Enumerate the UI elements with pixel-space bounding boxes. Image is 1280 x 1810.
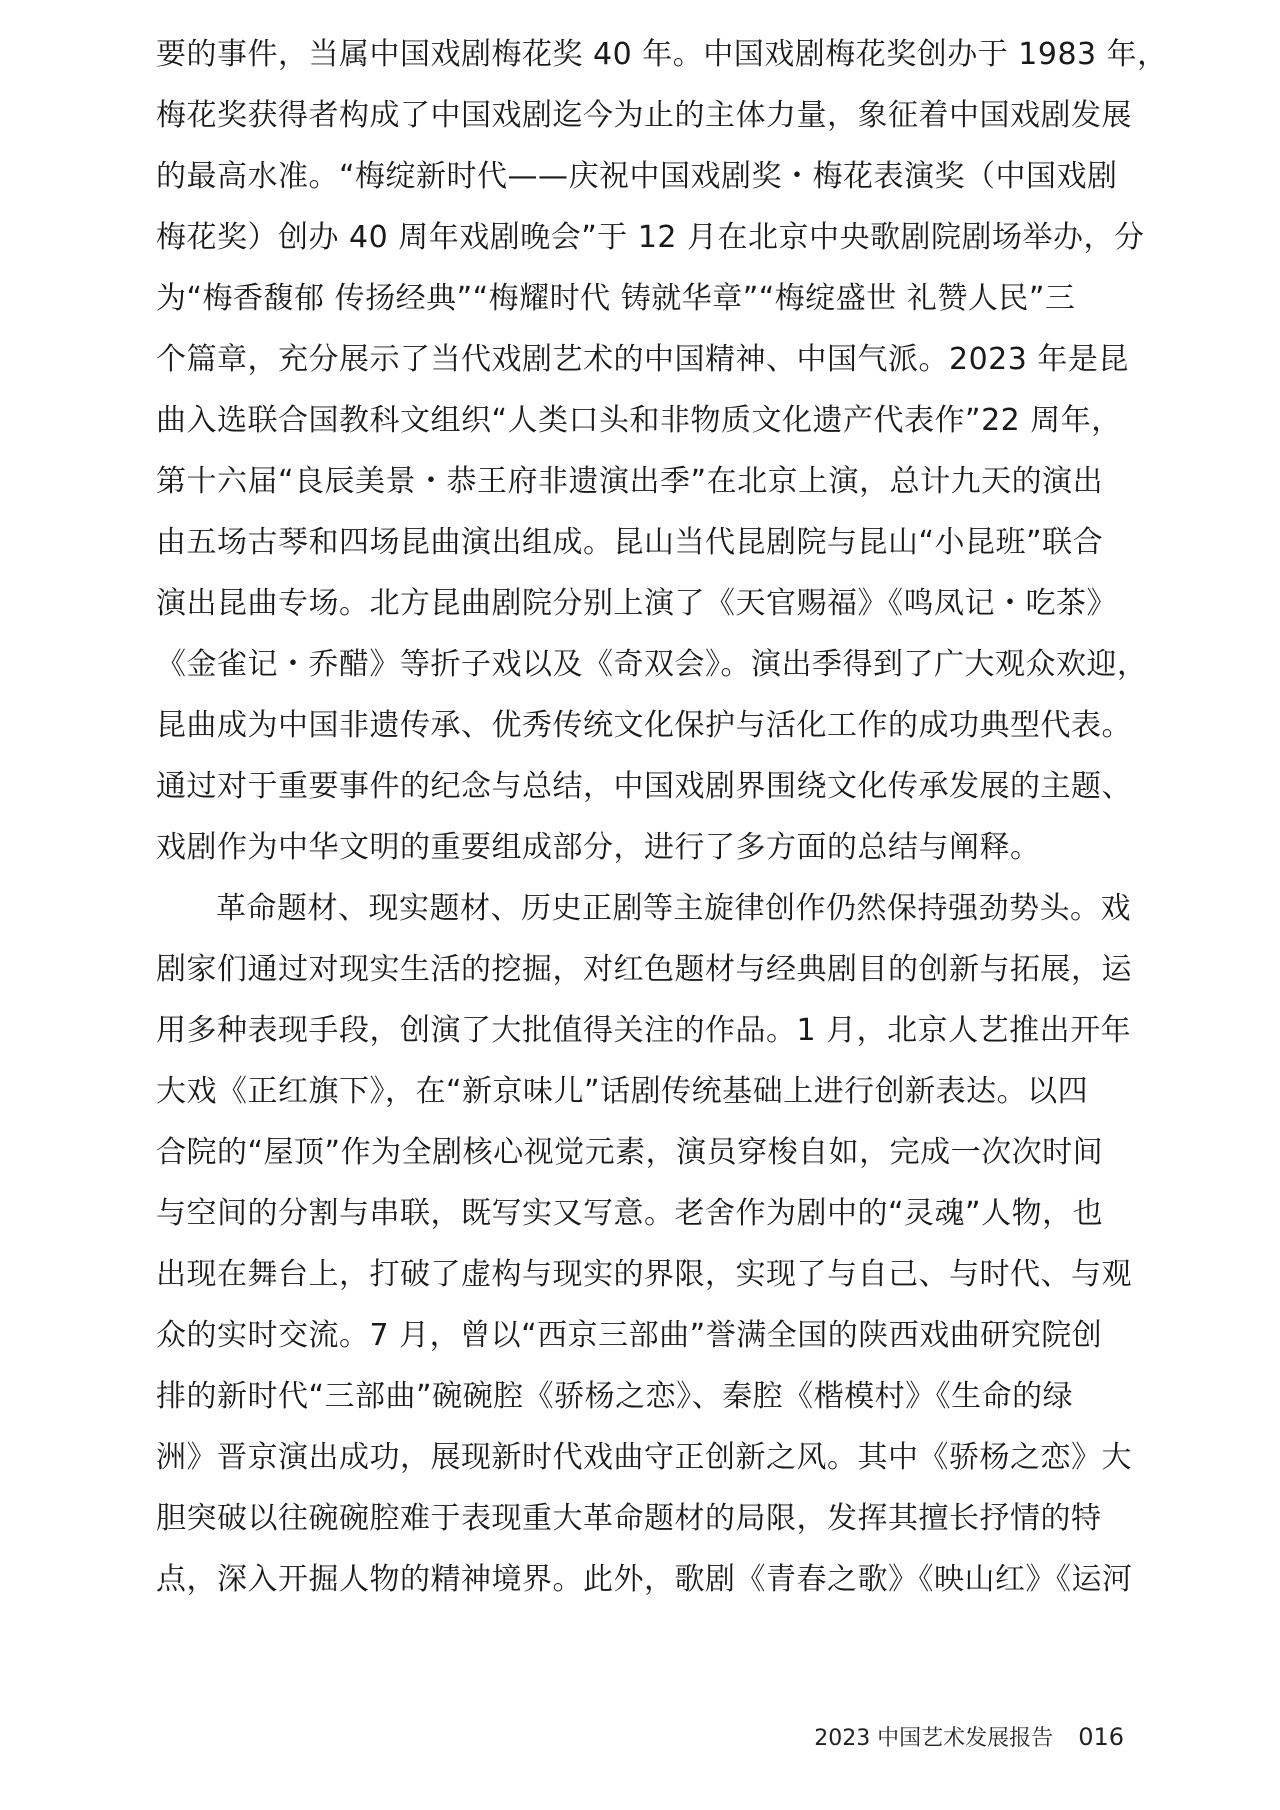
paragraph-2 xyxy=(156,878,1133,1610)
text-line: 点，深入开掘人物的精神境界。此外，歌剧《青春之歌》《映山红》《运河 xyxy=(156,1562,1133,1597)
text-line: 戏剧作为中华文明的重要组成部分，进行了多方面的总结与阐释。 xyxy=(156,830,1041,865)
text-line: 由五场古琴和四场昆曲演出组成。昆山当代昆剧院与昆山“小昆班”联合 xyxy=(156,525,1104,560)
text-line: 梅花奖获得者构成了中国戏剧迄今为止的主体力量，象征着中国戏剧发展 xyxy=(156,98,1132,133)
text-line: 排的新时代“三部曲”碗碗腔《骄杨之恋》、秦腔《楷模村》《生命的绿 xyxy=(156,1379,1074,1414)
text-line: 用多种表现手段，创演了大批值得关注的作品。1 月，北京人艺推出开年 xyxy=(156,1013,1132,1048)
text-line: 出现在舞台上，打破了虚构与现实的界限，实现了与自己、与时代、与观 xyxy=(156,1257,1132,1292)
text-line: 革命题材、现实题材、历史正剧等主旋律创作仍然保持强劲势头。戏 xyxy=(216,891,1131,926)
text-line: 大戏《正红旗下》，在“新京味儿”话剧传统基础上进行创新表达。以四 xyxy=(156,1074,1089,1109)
text-line: 通过对于重要事件的纪念与总结，中国戏剧界围绕文化传承发展的主题、 xyxy=(156,769,1132,804)
text-line: 与空间的分割与串联，既写实又写意。老舍作为剧中的“灵魂”人物，也 xyxy=(156,1196,1104,1231)
report-title: 2023 中国艺术发展报告 xyxy=(814,1726,1054,1751)
text-line: 《金雀记・乔醋》等折子戏以及《奇双会》。演出季得到了广大观众欢迎， xyxy=(156,647,1148,682)
text-line: 演出昆曲专场。北方昆曲剧院分别上演了《天官赐福》《鸣凤记・吃茶》 xyxy=(156,586,1117,621)
body-text xyxy=(156,24,1168,1610)
text-line: 合院的“屋顶”作为全剧核心视觉元素，演员穿梭自如，完成一次次时间 xyxy=(156,1135,1104,1170)
page-footer xyxy=(814,1722,1124,1754)
page-number: 016 xyxy=(1078,1723,1124,1751)
text-line: 曲入选联合国教科文组织“人类口头和非物质文化遗产代表作”22 周年， xyxy=(156,403,1122,438)
text-line: 第十六届“良辰美景・恭王府非遗演出季”在北京上演，总计九天的演出 xyxy=(156,464,1104,499)
paragraph-1 xyxy=(156,24,1168,878)
text-line: 要的事件，当属中国戏剧梅花奖 40 年。中国戏剧梅花奖创办于 1983 年， xyxy=(156,37,1168,72)
text-line: 个篇章，充分展示了当代戏剧艺术的中国精神、中国气派。2023 年是昆 xyxy=(156,342,1129,377)
text-line: 胆突破以往碗碗腔难于表现重大革命题材的局限，发挥其擅长抒情的特 xyxy=(156,1501,1102,1536)
text-line: 洲》晋京演出成功，展现新时代戏曲守正创新之风。其中《骄杨之恋》大 xyxy=(156,1440,1132,1475)
text-line: 为“梅香馥郁 传扬经典”“梅耀时代 铸就华章”“梅绽盛世 礼赞人民”三 xyxy=(156,281,1076,316)
text-line: 剧家们通过对现实生活的挖掘，对红色题材与经典剧目的创新与拓展，运 xyxy=(156,952,1132,987)
text-line: 的最高水准。“梅绽新时代——庆祝中国戏剧奖・梅花表演奖（中国戏剧 xyxy=(156,159,1118,194)
text-line: 梅花奖）创办 40 周年戏剧晚会”于 12 月在北京中央歌剧院剧场举办，分 xyxy=(156,220,1145,255)
text-line: 众的实时交流。7 月，曾以“西京三部曲”誉满全国的陕西戏曲研究院创 xyxy=(156,1318,1103,1353)
text-line: 昆曲成为中国非遗传承、优秀传统文化保护与活化工作的成功典型代表。 xyxy=(156,708,1132,743)
